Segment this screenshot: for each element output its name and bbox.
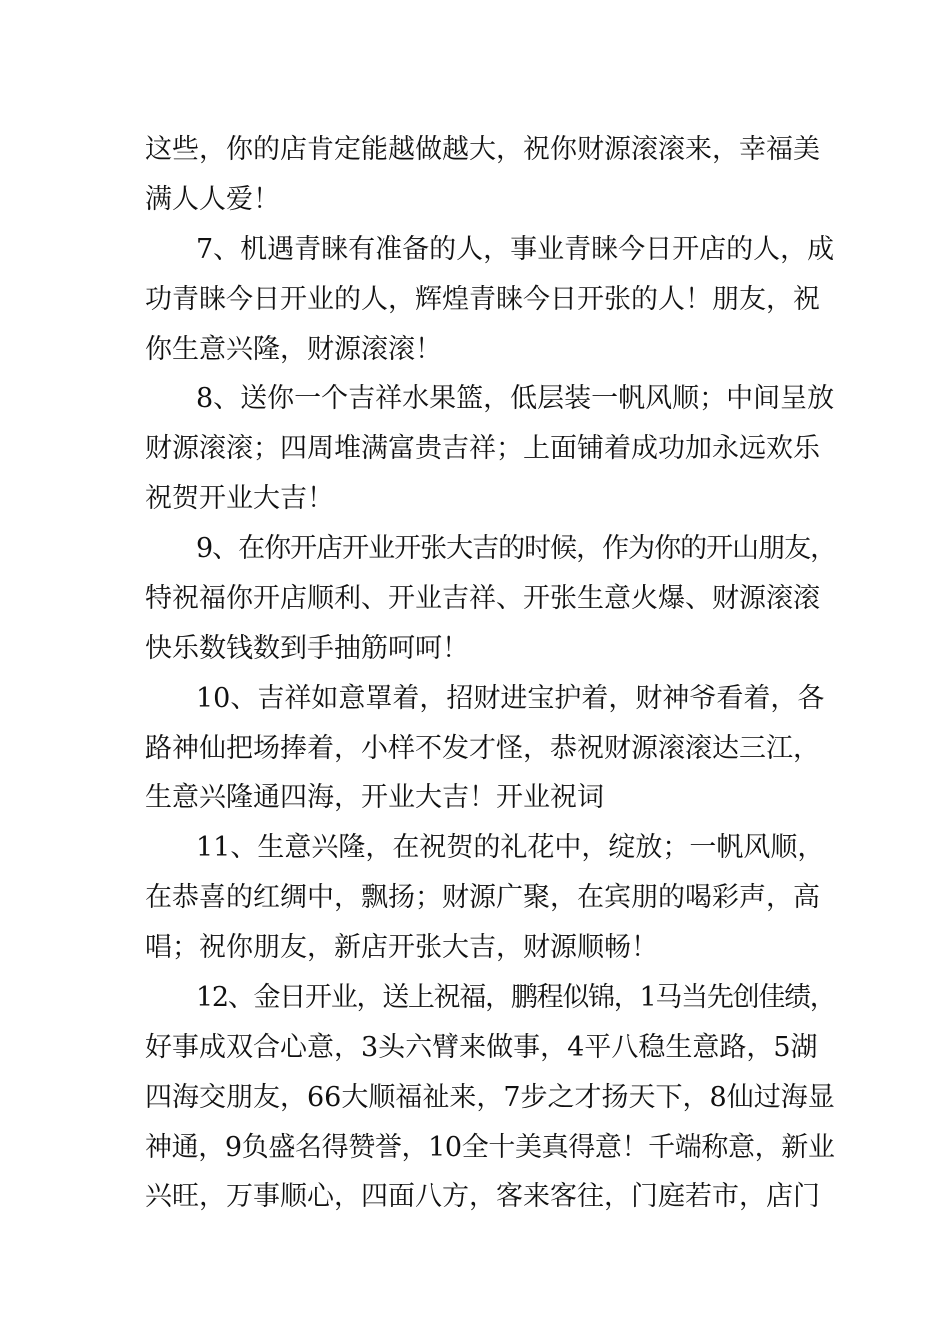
text-line: 好事成双合心意，3头六臂来做事，4平八稳生意路，5湖 [145, 1032, 818, 1063]
paragraph-8-start: 8、送你一个吉祥水果篮，低层装一帆风顺；中间呈放 [196, 383, 835, 414]
text-line: 神通，9负盛名得赞誉，10全十美真得意！千端称意，新业 [145, 1132, 835, 1163]
text-line: 财源滚滚；四周堆满富贵吉祥；上面铺着成功加永远欢乐 [145, 433, 820, 464]
text-line: 在恭喜的红绸中，飘扬；财源广聚，在宾朋的喝彩声，高 [145, 882, 820, 913]
paragraph-10-start: 10、吉祥如意罩着，招财进宝护着，财神爷看着，各 [196, 683, 825, 714]
text-line: 这些，你的店肯定能越做越大，祝你财源滚滚来，幸福美 [145, 134, 820, 165]
text-line: 路神仙把场捧着，小样不发才怪，恭祝财源滚滚达三江， [145, 733, 820, 764]
paragraph-9-start: 9、在你开店开业开张大吉的时候，作为你的开山朋友， [196, 533, 837, 564]
text-line: 特祝福你开店顺利、开业吉祥、开张生意火爆、财源滚滚 [145, 583, 820, 614]
text-line: 四海交朋友，66大顺福祉来，7步之才扬天下，8仙过海显 [145, 1082, 835, 1113]
text-line: 快乐数钱数到手抽筋呵呵！ [145, 633, 469, 664]
text-line: 兴旺，万事顺心，四面八方，客来客往，门庭若市，店门 [145, 1181, 820, 1212]
paragraph-12-start: 12、金日开业，送上祝福，鹏程似锦，1马当先创佳绩， [196, 982, 836, 1013]
text-line: 祝贺开业大吉！ [145, 483, 334, 514]
text-line: 满人人爱！ [145, 184, 280, 215]
paragraph-7-start: 7、机遇青睐有准备的人，事业青睐今日开店的人，成 [196, 234, 835, 265]
text-line: 功青睐今日开业的人，辉煌青睐今日开张的人！朋友，祝 [145, 284, 820, 315]
text-line: 生意兴隆通四海，开业大吉！开业祝词 [145, 782, 604, 813]
paragraph-11-start: 11、生意兴隆，在祝贺的礼花中，绽放；一帆风顺， [196, 832, 825, 863]
text-line: 唱；祝你朋友，新店开张大吉，财源顺畅！ [145, 932, 658, 963]
text-line: 你生意兴隆，财源滚滚！ [145, 334, 442, 365]
